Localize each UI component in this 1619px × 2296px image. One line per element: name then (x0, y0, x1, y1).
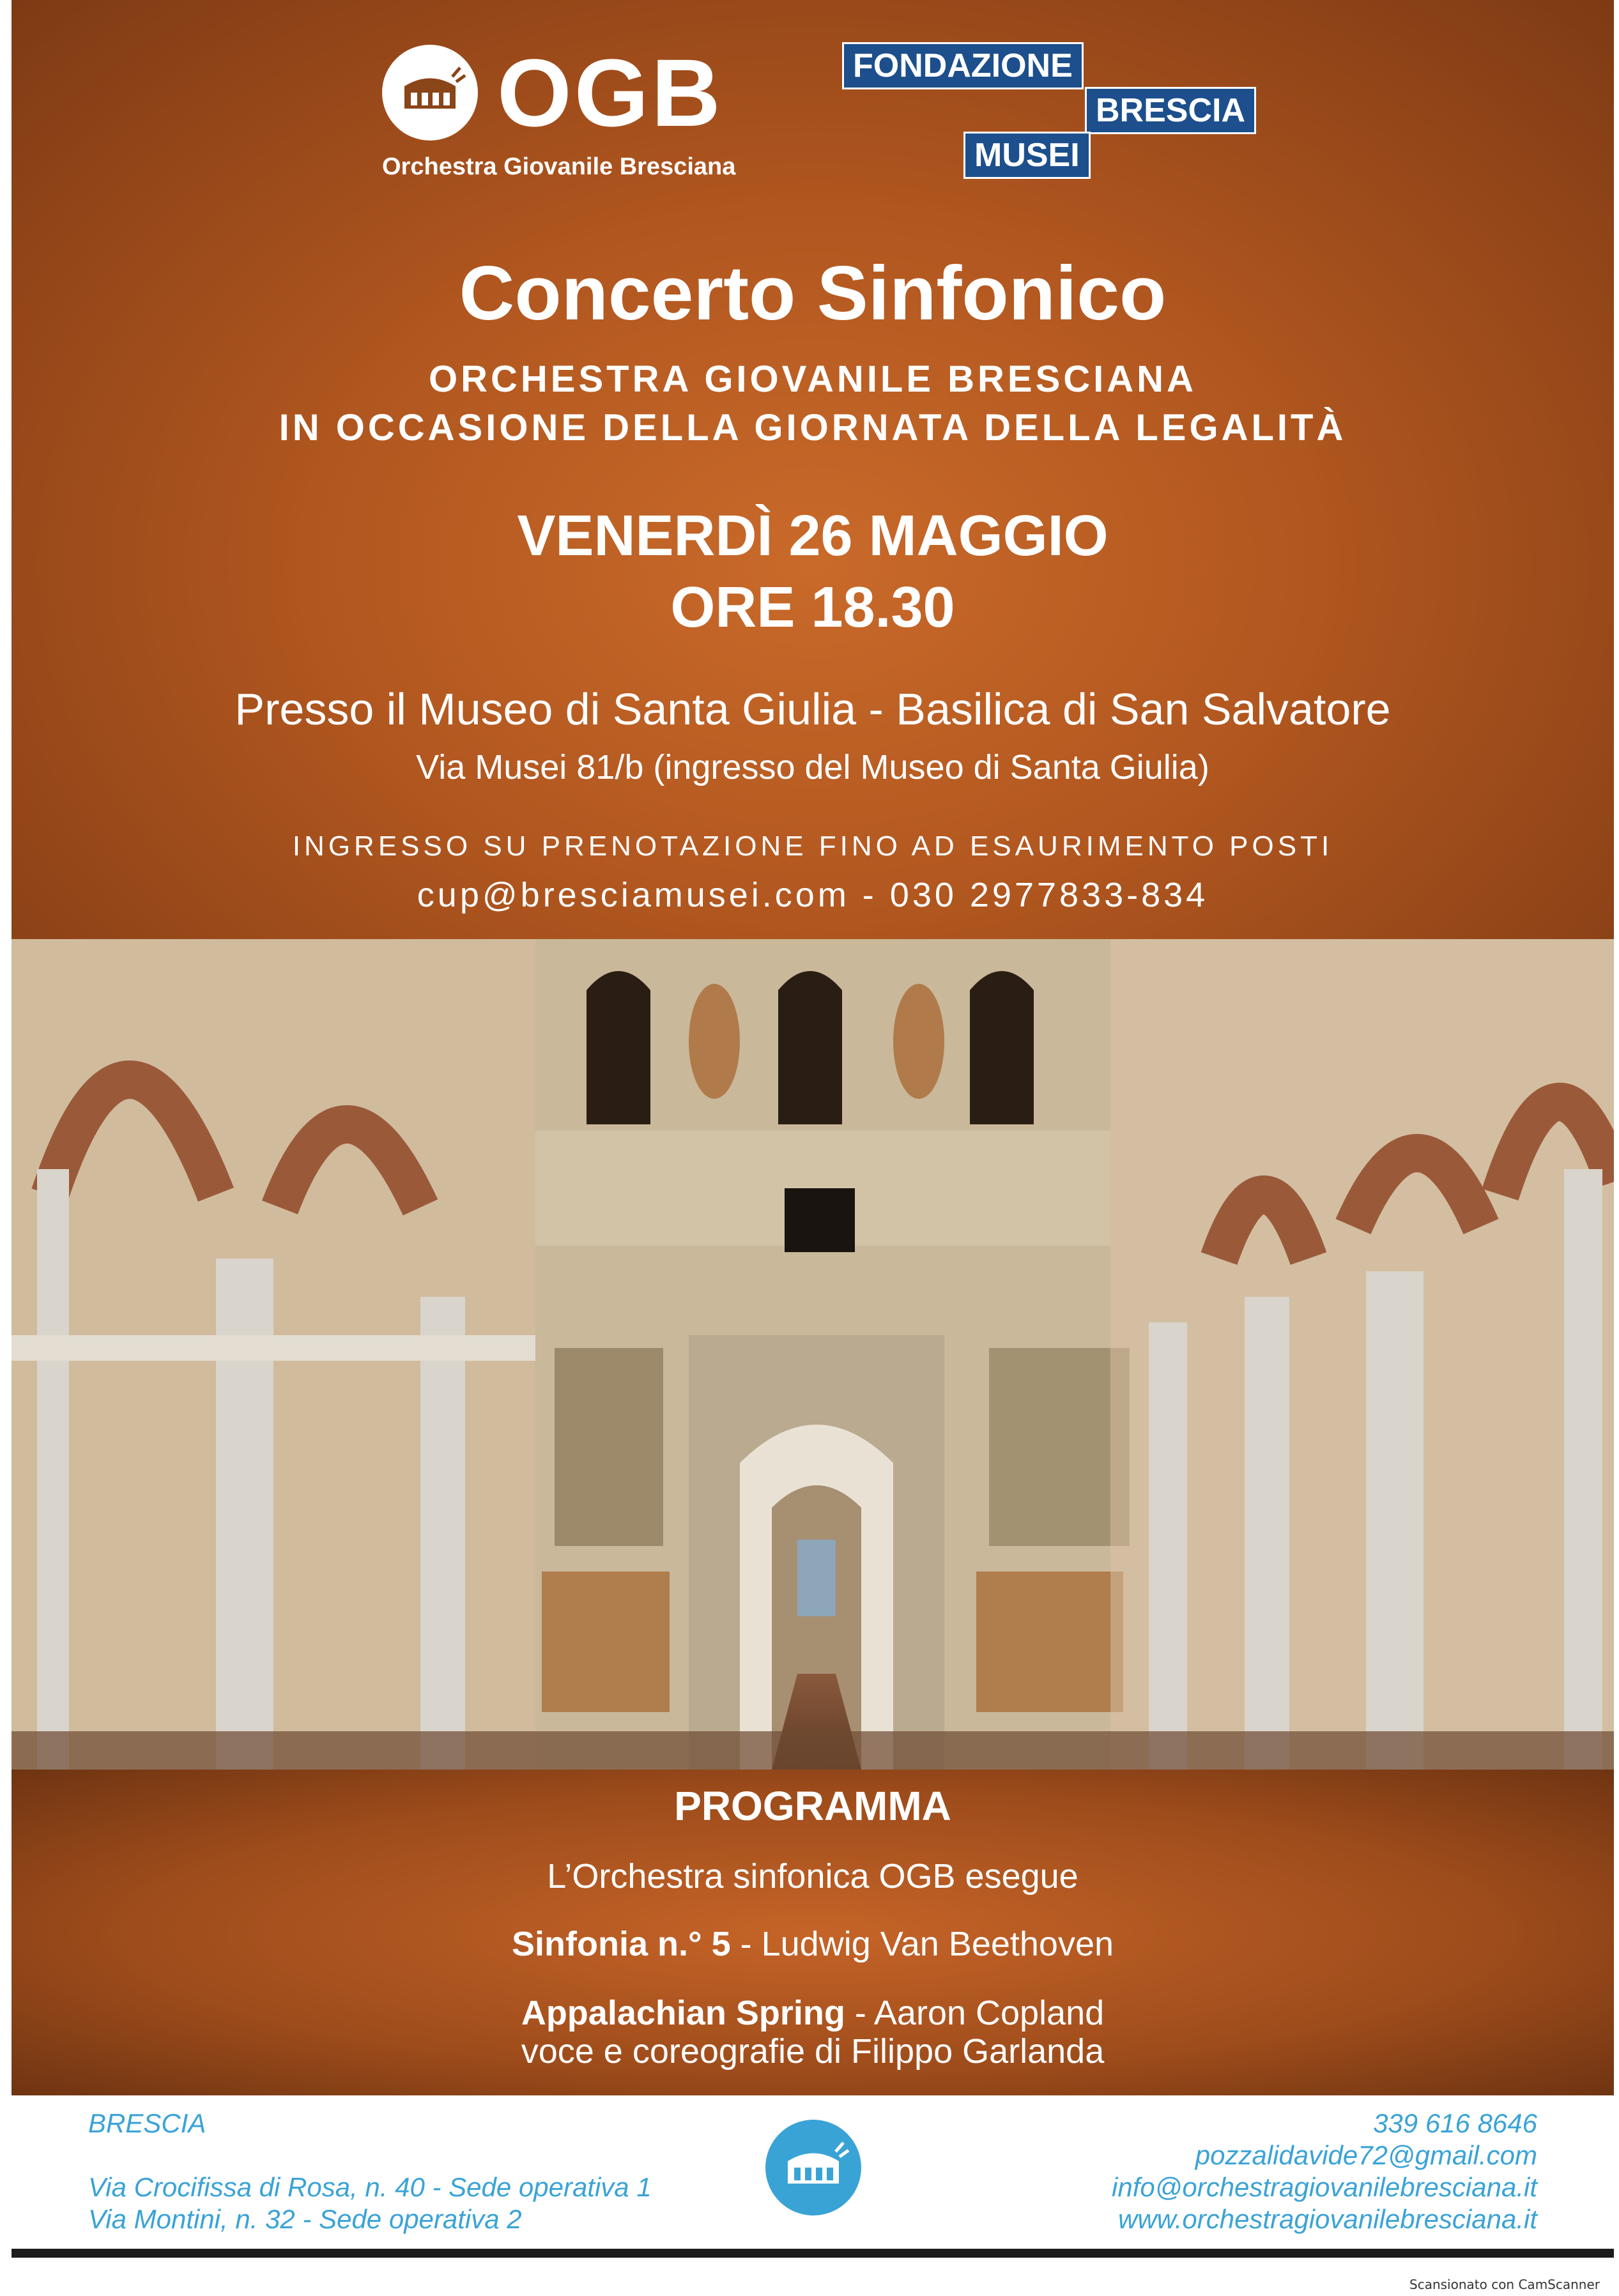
booking-note: INGRESSO SU PRENOTAZIONE FINO AD ESAURIMENTO POSTI (292, 830, 1333, 862)
ogb-subtitle: Orchestra Giovanile Bresciana (382, 153, 736, 180)
program-item-2-note: voce e coreografie di Filippo Garlanda (521, 2032, 1105, 2070)
fondazione-brescia-musei-logo (842, 42, 1264, 183)
poster-title: Concerto Sinfonico (459, 250, 1167, 336)
ogb-logo (369, 38, 753, 185)
event-time: ORE 18.30 (670, 576, 955, 639)
event-address: Via Musei 81/b (ingresso del Museo di Santa Giulia) (416, 748, 1209, 786)
ogb-wordmark: OGB (497, 39, 723, 146)
colosseum-icon (382, 45, 478, 141)
program-item-2-work: Appalachian Spring (521, 1994, 845, 2032)
scanner-watermark: Scansionato con CamScanner (1409, 2277, 1600, 2292)
program-item-1-composer: - Ludwig Van Beethoven (730, 1925, 1114, 1963)
ogb-footer-logo-icon (765, 2120, 861, 2216)
footer-address-2: Via Montini, n. 32 - Sede operativa 2 (88, 2204, 522, 2234)
program-item-1 (12, 1924, 1614, 1964)
fbm-fondazione: FONDAZIONE (842, 42, 1084, 89)
footer-email-2: info@orchestragiovanilebresciana.it (1112, 2172, 1537, 2202)
footer-website: www.orchestragiovanilebresciana.it (1118, 2204, 1537, 2234)
program-title: PROGRAMMA (674, 1783, 951, 1829)
footer-email-1: pozzalidavide72@gmail.com (1195, 2140, 1537, 2170)
subtitle-line-1: ORCHESTRA GIOVANILE BRESCIANA (429, 358, 1197, 400)
event-date: VENERDÌ 26 MAGGIO (517, 504, 1109, 568)
header-band (12, 0, 1614, 939)
footer-city: BRESCIA (88, 2108, 206, 2138)
program-item-1-work: Sinfonia n.° 5 (511, 1925, 731, 1963)
event-venue: Presso il Museo di Santa Giulia - Basilica di San Salvatore (234, 684, 1391, 734)
footer-phone: 339 616 8646 (1373, 2108, 1537, 2138)
fbm-brescia: BRESCIA (1085, 87, 1256, 134)
fbm-musei: MUSEI (963, 132, 1091, 179)
booking-contact: cup@bresciamusei.com - 030 2977833-834 (417, 876, 1209, 914)
footer-bottom-bar (12, 2249, 1614, 2258)
subtitle-line-2: IN OCCASIONE DELLA GIORNATA DELLA LEGALITÀ (279, 407, 1347, 448)
footer-address-1: Via Crocifissa di Rosa, n. 40 - Sede operativa 1 (88, 2172, 652, 2202)
concert-poster (12, 0, 1614, 2274)
basilica-photo (12, 939, 1614, 1770)
program-item-2-composer: - Aaron Copland (845, 1994, 1105, 2032)
program-item-2 (12, 1993, 1614, 2033)
program-intro: L’Orchestra sinfonica OGB esegue (547, 1857, 1078, 1895)
